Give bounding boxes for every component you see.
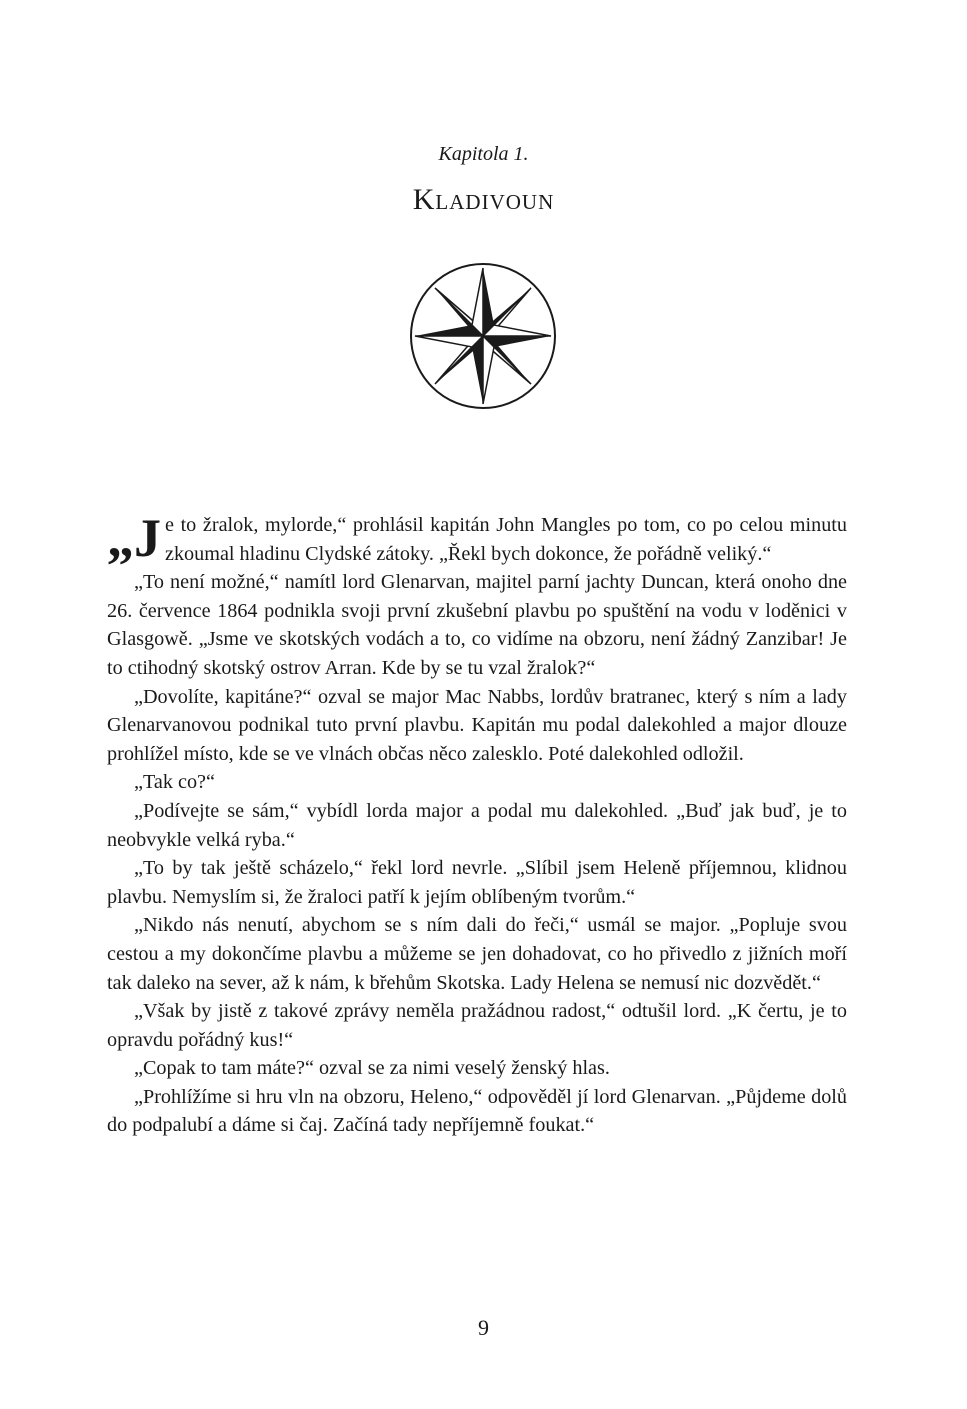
paragraph bbox=[107, 508, 847, 568]
drop-cap: „J bbox=[107, 508, 161, 568]
paragraph: „Však by jistě z takové zprávy neměla pražádnou radost,“ odtušil lord. „K čertu, je to opravdu pořádný kus!“ bbox=[107, 1000, 847, 1051]
chapter-body bbox=[107, 508, 847, 1140]
compass-rose-icon bbox=[407, 260, 559, 412]
paragraph: „Prohlížíme si hru vln na obzoru, Heleno,“ odpověděl jí lord Glenarvan. „Půjdeme dolů do podpalubí a dáme si čaj. Začíná tady nepříjemně foukat.“ bbox=[107, 1085, 847, 1137]
chapter-label: Kapitola 1. bbox=[438, 143, 529, 165]
paragraph: „Dovolíte, kapitáne?“ ozval se major Mac Nabbs, lordův bratranec, který s ním a lady Glenarvanovou podnikal tuto první plavbu. Kapitán mu podal dalekohled a major dlouze prohlížel místo, kde se ve vlnách občas něco zalesklo. Poté dalekohled odložil. bbox=[107, 685, 847, 765]
chapter-title: Kladivoun bbox=[412, 183, 555, 216]
paragraph: „Podívejte se sám,“ vybídl lorda major a podal mu dalekohled. „Buď jak buď, je to neobvykle velká ryba.“ bbox=[107, 799, 847, 851]
page-number: 9 bbox=[478, 1315, 489, 1340]
paragraph-text: e to žralok, mylorde,“ prohlásil kapitán John Mangles po tom, co po celou minutu zkoumal hladinu Clydské zátoky. „Řekl bych dokonce, že pořádně veliký.“ bbox=[165, 514, 847, 565]
paragraph: „To není možné,“ namítl lord Glenarvan, majitel parní jachty Duncan, která onoho dne 26. července 1864 podnikla svoji první zkušební plavbu po spuštění na vodu v loděnici v Glasgowě. „Jsme ve skotských vodách a to, co vidíme na obzoru, není žádný Zanzibar! Je to ctihodný skotský ostrov Arran. Kde by se tu vzal žralok?“ bbox=[107, 571, 847, 679]
paragraph: „Tak co?“ bbox=[134, 771, 215, 794]
paragraph: „To by tak ještě scházelo,“ řekl lord nevrle. „Slíbil jsem Heleně příjemnou, klidnou plavbu. Nemyslím si, že žraloci patří k jejím oblíbeným tvorům.“ bbox=[107, 857, 847, 908]
paragraph: „Nikdo nás nenutí, abychom se s ním dali do řeči,“ usmál se major. „Popluje svou cestou a my dokončíme plavbu a můžeme se jen dohadovat, co ho přivedlo z jižních moří tak daleko na sever, až k nám, k břehům Skotska. Lady Helena se nemusí nic dozvědět.“ bbox=[107, 914, 847, 994]
paragraph: „Copak to tam máte?“ ozval se za nimi veselý ženský hlas. bbox=[134, 1057, 610, 1080]
